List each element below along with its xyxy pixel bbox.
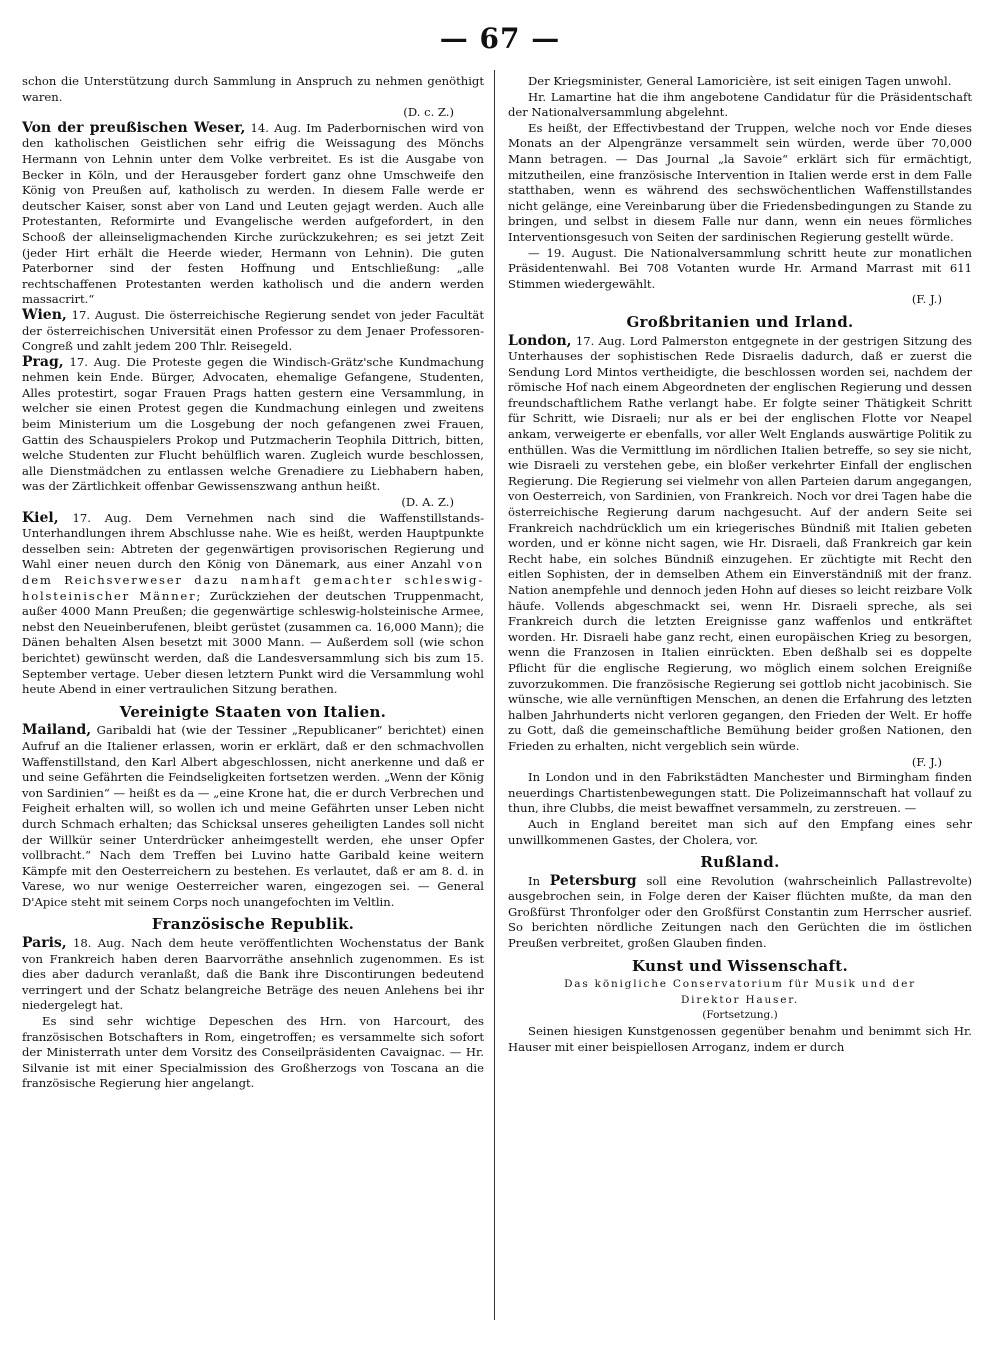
dateline-petersburg: Petersburg — [549, 872, 637, 889]
right-paragraph-4: — 19. August. Die Nationalversammlung schritt heute zur monatlichen Präsidentenwahl. Bei 708 Votanten wurde Hr. Armand Marrast mit 611 Stimmen wiedergewählt. — [508, 245, 972, 291]
left-paragraph-5-text-a: 17. Aug. Dem Vernehmen nach sind die Waffenstillstands-Unterhandlungen ihrem Abschlusse nahe. Wie es heißt, werden Hauptpunkte desselben sein: Abtreten der gegenwärtigen provisorischen Regierung und Wahl einer neuen durch den König von Dänemark, aus einer Anzahl — [22, 510, 485, 572]
article-title-line-1: Das königliche Conservatorium für Musik und der — [564, 978, 916, 991]
left-paragraph-5-text-c: Zurückziehen der deutschen Truppenmacht, außer 4000 Mann Preußen; die gegenwärtige schleswig-holsteinische Armee, nebst den Neueinberufenen, bleibt gerüstet (zusammen ca. 16,000 Mann); die Dänen behalten Alsen besetzt mit 3000 Mann. — Außerdem soll (wie schon berichtet) gewünscht werden, daß die Landesversammlung sich bis zum 15. September vertage. Ueber diesen letztern Punkt wird die Versammlung wohl heute Abend in einer vertraulichen Sitzung berathen. — [22, 588, 484, 697]
right-paragraph-8-pre: In — [528, 873, 541, 888]
left-paragraph-3-text: 17. August. Die österreichische Regierung sendet von jeder Facultät der österreichischen Universität einen Professor zu dem Jenaer Professoren-Congreß und zahlt jedem 200 Thlr. Reisegeld. — [22, 307, 484, 354]
right-paragraph-8-text: soll eine Revolution (wahrscheinlich Pallastrevolte) ausgebrochen sein, in Folge deren der Kaiser flüchten mußte, da man den Großfürst Thronfolger oder den Großfürst Constantin zum Herrscher ausrief. So berichten nördliche Zeitungen nach den Gerüchten die im östlichen Preußen verbreitet, großen Glauben finden. — [508, 873, 973, 951]
left-paragraph-6-text: Garibaldi hat (wie der Tessiner „Republicaner“ berichtet) einen Aufruf an die Italiener erlassen, worin er erklärt, daß er den schmachvollen Waffenstillstand, den Karl Albert abgeschlossen, nicht anerkenne und daß er und seine Gefährten die Feindseligkeiten fortsetzen werden. „Wenn der König von Sardinien“ — heißt es da — „eine Krone hat, die er durch Verbrechen und Feigheit erhalten will, so wollen ich und meine Gefährten unser Leben nicht durch Schmach erhalten; das Schicksal unseres geheiligten Landes soll nicht der Willkür seiner Unterdrücker anheimgestellt werden, ehe unser Opfer vollbracht.“ Nach dem Treffen bei Luvino hatte Garibald keine weitern Kämpfe mit den Oesterreichern zu bestehen. Es verlautet, daß er am 8. d. in Varese, wo nur wenige Oesterreicher waren, eingezogen sei. — General D'Apice steht mit seinem Corps noch unangefochten im Veltlin. — [22, 723, 485, 909]
section-heading-russland: Rußland. — [700, 853, 780, 872]
left-paragraph-4 — [22, 355, 484, 495]
left-paragraph-7-text: 18. Aug. Nach dem heute veröffentlichten Wochenstatus der Bank von Frankreich haben deren Baarvorräthe ansehnlich zugenommen. Es ist dies aber dadurch veranlaßt, daß die Bank ihre Discontirungen bedeutend verringert und der Schatz belangreiche Beträge des neuen Anlehens bei ihr niedergelegt hat. — [22, 936, 484, 1013]
left-paragraph-1-source: (D. c. Z.) — [403, 105, 454, 120]
section-heading-frankreich: Französische Republik. — [151, 915, 355, 934]
right-paragraph-2: Hr. Lamartine hat die ihm angebotene Candidatur für die Präsidentschaft der Nationalversammlung abgelehnt. — [508, 89, 972, 120]
dateline-wien: Wien, — [22, 306, 67, 323]
left-paragraph-1: schon die Unterstützung durch Sammlung in Anspruch zu nehmen genöthigt waren. — [22, 74, 484, 104]
right-paragraph-7: Auch in England bereitet man sich auf den Empfang eines sehr unwillkommenen Gastes, der Cholera, vor. — [508, 816, 972, 847]
left-paragraph-6 — [22, 723, 484, 910]
page-number: — 67 — — [439, 22, 561, 55]
left-paragraph-2 — [22, 121, 484, 308]
dateline-prag: Prag, — [22, 353, 64, 370]
right-paragraph-5-text: 17. Aug. Lord Palmerston entgegnete in der gestrigen Sitzung des Unterhauses der sophistischen Rede Disraelis dadurch, daß er zuerst die Sendung Lord Mintos vertheidigte, die beschlossen worden sei, nachdem der römische Hof nach einem Abgeordneten der englischen Regierung und dessen freundschaftlichem Rathe verlangt habe. Er folgte seiner Thätigkeit Schritt für Schritt, wie Disraeli; nur als er bei der englischen Flotte vor Neapel ankam, verweigerte er ebenfalls, vor aller Welt Englands auswärtige Politik zu enthüllen. Was die Vermittlung im nördlichen Italien betreffe, so sey sie nicht, wie Disraeli zu verstehen gebe, ein bloßer verkehrter Einfall der englischen Regierung. Die Regierung sei vielmehr von allen Parteien darum angegangen, von Oesterreich, von Sardinien, von Frankreich. Noch vor drei Tagen habe die österreichische Regierung darum nachgesucht. Auf der andern Seite sei Frankreich nachdrücklich um ein kriegerisches Bündniß mit Italien gebeten worden, und er könne nicht sagen, wie Hr. Disraeli, daß Frankreich gar kein Recht habe, ein solches Bündniß einzugehen. Er züchtigte mit Recht den eitlen Sophisten, der in demselben Athem ein Einverständniß mit der franz. Nation anempfehle und dennoch jeden Hohn auf dieses so leicht reizbare Volk häufe. Vollends abgeschmackt sei, wenn Hr. Disraeli spreche, als sei Frankreich durch die letzten Ereignisse ganz waffenlos und entkräftet worden. Hr. Disraeli habe ganz recht, einen europäischen Krieg zu besorgen, wenn die Franzosen in Italien einrückten. Eben deßhalb sei es doppelte Pflicht für die englische Regierung, wo möglich einem solchen Ereigniße zuvorzukommen. Die französische Regierung sei gottlob nicht jacobinisch. Sie wünsche, wie alle vernünftigen Menschen, an denen die Erfahrung des letzten halben Jahrhunderts nicht verloren gegangen, den Frieden der Welt. Er hoffe zu Gott, daß die gemeinschaftliche Bemühung beider großen Nationen, den Frieden zu erhalten, nicht vergeblich sein würde. — [508, 333, 972, 753]
column-divider — [494, 70, 495, 1320]
left-paragraph-8: Es sind sehr wichtige Depeschen des Hrn. von Harcourt, des französischen Botschafters in Rom, eingetroffen; es versammelte sich sofort der Ministerrath unter dem Vorsitz des Conseilpräsidenten Cavaignac. — Hr. Silvanie ist mit einer Specialmission des Großherzogs von Toscana an die französische Regierung hier angelangt. — [22, 1014, 484, 1091]
article-continued-note: (Fortsetzung.) — [702, 1009, 778, 1022]
left-paragraph-2-text: 14. Aug. Im Paderbornischen wird von den katholischen Geistlichen sehr eifrig die Weissagung des Mönchs Hermann von Lehnin unter dem Volke verbreitet. Es ist die Ausgabe von Becker in Köln, und der Herausgeber fordert ganz ohne Umschweife den König von Preußen auf, katholisch zu werden. In diesem Falle werde er deutscher Kaiser, sonst aber von Land und Leuten gejagt werden. Auch alle Protestanten, Reformirte und Evangelische werden aufgefordert, in den Schooß der alleinseligmachenden Kirche zurückzukehren; es sei jetzt Zeit (jeder Hirt erhält die Heerde wieder, Hermann von Lehnin). Die guten Paterborner sind der festen Hoffnung und Entschließung: „alle rechtschaffenen Protestanten werden katholisch und die andern werden massacrirt.“ — [22, 120, 484, 307]
left-paragraph-3 — [22, 308, 484, 355]
right-paragraph-5 — [508, 334, 972, 755]
right-paragraph-6: In London und in den Fabrikstädten Manchester und Birmingham finden neuerdings Chartistenbewegungen statt. Die Polizeimannschaft hat vollauf zu thun, ihre Clubbs, die meist bewaffnet versammeln, zu zerstreuen. — — [508, 770, 972, 816]
section-heading-kunst: Kunst und Wissenschaft. — [632, 956, 848, 975]
right-paragraph-4-source: (F. J.) — [911, 292, 942, 307]
dateline-paris: Paris, — [22, 935, 67, 952]
left-paragraph-4-text: 17. Aug. Die Proteste gegen die Windisch-Grätz'sche Kundmachung nehmen kein Ende. Bürger, Advocaten, ehemalige Gefangene, Studenten, Alles protestirt, sogar Frauen Prags hatten gestern eine Versammlung, in welcher sie einen Protest gegen die Kundmachung einlegen und zweitens beim Ministerium um die Losgebung der noch gefangenen zwei Frauen, Gattin des Schauspielers Prokop und Putzmacherin Teophila Dittrich, bitten, welche Studenten zur Flucht behülflich waren. Zugleich wurde beschlossen, alle Dienstmädchen zu entlassen welche Grenadiere zu Liebhabern haben, was der Zärtlichkeit offenbar Gewissenszwang anthun heißt. — [22, 354, 484, 494]
dateline-preussische-weser: Von der preußischen Weser, — [22, 119, 246, 136]
right-paragraph-8 — [508, 874, 972, 952]
dateline-mailand: Mailand, — [22, 722, 92, 739]
left-paragraph-7 — [22, 936, 484, 1014]
right-paragraph-5-source: (F. J.) — [911, 754, 942, 769]
section-heading-italien: Vereinigte Staaten von Italien. — [119, 702, 387, 721]
left-column — [22, 74, 484, 1092]
right-column — [508, 74, 972, 1055]
right-paragraph-9: Seinen hiesigen Kunstgenossen gegenüber benahm und benimmt sich Hr. Hauser mit einer beispiellosen Arroganz, indem er durch — [508, 1024, 972, 1054]
right-paragraph-1: Der Kriegsminister, General Lamoricière, ist seit einigen Tagen unwohl. — [528, 74, 952, 88]
left-paragraph-5 — [22, 511, 484, 698]
article-title-line-2: Direktor Hauser. — [680, 993, 800, 1006]
left-paragraph-5-text-b: von dem Reichsverweser dazu namhaft gemachter schleswig-holsteinischer Männer; — [22, 557, 484, 603]
dateline-london: London, — [508, 332, 572, 349]
left-paragraph-4-source: (D. A. Z.) — [401, 495, 454, 510]
section-heading-grossbritanien: Großbritanien und Irland. — [626, 312, 854, 331]
right-paragraph-3: Es heißt, der Effectivbestand der Truppen, welche noch vor Ende dieses Monats an der Alpengränze versammelt sein würden, werde über 70,000 Mann betragen. — Das Journal „la Savoie“ erklärt sich für ermächtigt, mitzutheilen, eine französische Intervention in Italien werde erst in dem Falle statthaben, wenn es während des sechswöchentlichen Waffenstillstandes nicht gelänge, eine Vereinbarung über die Friedensbedingungen zu Stande zu bringen, und selbst in diesem Falle nur dann, wenn ein neues förmliches Interventionsgesuch von Seiten der sardinischen Regierung gestellt würde. — [508, 120, 972, 244]
dateline-kiel: Kiel, — [22, 509, 59, 526]
